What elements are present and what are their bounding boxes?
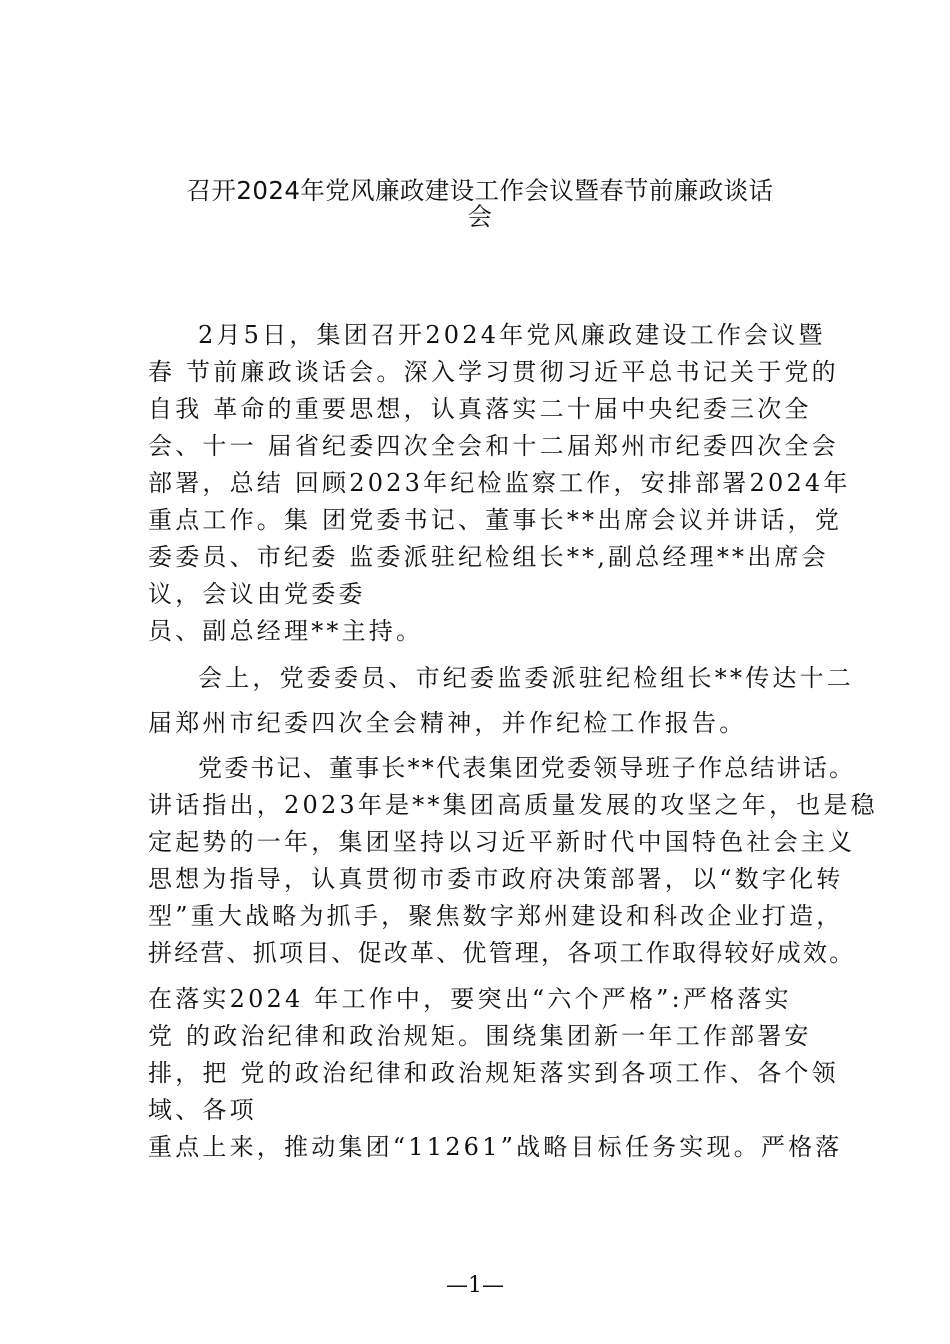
body-line: 委委员、市纪委 监委派驻纪检组长**,副总经理**出席会 — [148, 543, 829, 571]
body-line: 部署，总结 回顾2023年纪检监察工作，安排部署2024年 — [148, 469, 851, 497]
body-line: 型”重大战略为抓手，聚焦数字郑州建设和科改企业打造， — [148, 902, 844, 930]
body-line: 2月5日，集团召开2024年党风廉政建设工作会议暨 — [198, 321, 826, 349]
body-line: 员、副总经理**主持。 — [148, 617, 424, 645]
body-line: 拼经营、抓项目、促改革、优管理，各项工作取得较好成效。 — [148, 939, 856, 967]
body-line: 域、各项 — [148, 1096, 257, 1124]
body-line: 讲话指出，2023年是**集团高质量发展的攻坚之年，也是稳 — [148, 791, 878, 819]
body-line: 党委书记、董事长**代表集团党委领导班子作总结讲话。 — [198, 754, 856, 782]
body-line: 重点工作。集 团党委书记、董事长**出席会议并讲话，党 — [148, 506, 843, 534]
page-number: —1— — [446, 1273, 504, 1298]
body-line: 春 节前廉政谈话会。深入学习贯彻习近平总书记关于党的 — [148, 358, 839, 386]
body-line: 思想为指导，认真贯彻市委市政府决策部署，以“数字化转 — [148, 865, 844, 893]
body-line: 自我 革命的重要思想，认真落实二十届中央纪委三次全 — [148, 395, 812, 423]
body-line: 定起势的一年，集团坚持以习近平新时代中国特色社会主义 — [148, 828, 856, 856]
body-line: 在落实2024 年工作中，要突出“六个严格”:严格落实 — [148, 985, 792, 1013]
body-line: 会上，党委委员、市纪委监委派驻纪检组长**传达十二 — [198, 664, 854, 692]
body-line: 议，会议由党委委 — [148, 580, 366, 608]
document-title-line-2: 会 — [467, 202, 493, 231]
body-line: 会、十一 届省纪委四次全会和十二届郑州市纪委四次全会 — [148, 432, 839, 460]
body-line: 届郑州市纪委四次全会精神，并作纪检工作报告。 — [148, 709, 747, 737]
body-line: 排，把 党的政治纪律和政治规矩落实到各项工作、各个领 — [148, 1059, 839, 1087]
body-line: 党 的政治纪律和政治规矩。围绕集团新一年工作部署安 — [148, 1022, 812, 1050]
document-title-line-1: 召开2024年党风廉政建设工作会议暨春节前廉政谈话 — [186, 176, 774, 205]
body-line: 重点上来，推动集团“11261”战略目标任务实现。严格落 — [148, 1133, 843, 1161]
